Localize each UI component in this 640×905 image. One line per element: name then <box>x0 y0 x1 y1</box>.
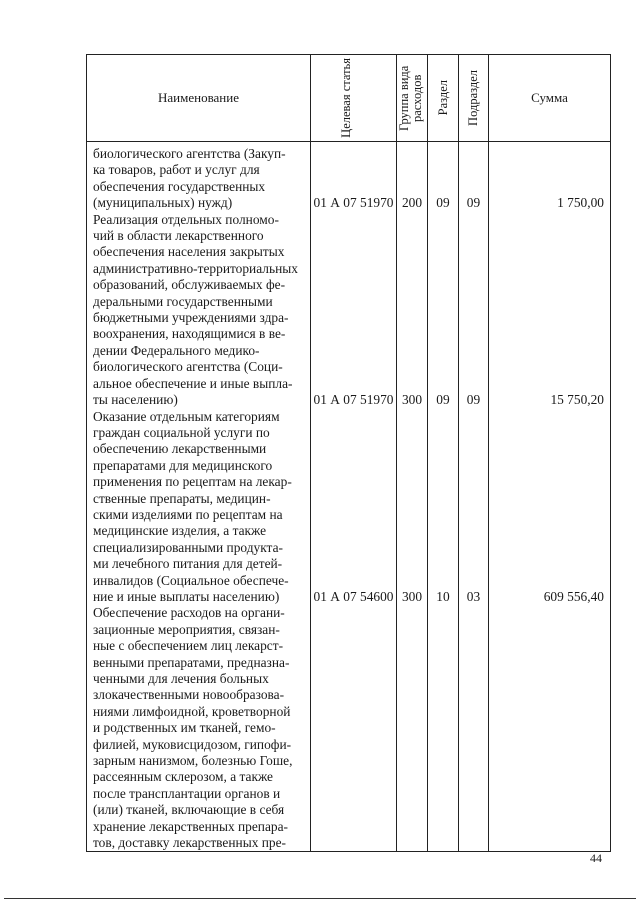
row-1-sum: 1 750,00 <box>557 195 604 210</box>
header-section <box>428 55 459 142</box>
description-line: обеспечению лекарственными <box>93 441 267 457</box>
description-line: биологического агентства (Закуп- <box>93 146 286 161</box>
description-line: хранение лекарственных препара- <box>93 818 289 834</box>
description-line: после трансплантации органов и <box>93 785 281 801</box>
table-header-row <box>87 55 611 142</box>
header-target-article <box>311 55 397 142</box>
header-target-article-label: Целевая статья <box>338 58 353 138</box>
row-2-sum: 15 750,20 <box>550 392 604 407</box>
description-line: филией, муковисцидозом, гипофи- <box>93 736 292 752</box>
description-line: граждан социальной услуги по <box>93 424 270 440</box>
row-3-description <box>93 409 304 606</box>
expense-group-column <box>397 142 428 852</box>
description-line: Реализация отдельных полномо- <box>93 211 279 227</box>
description-line: ные с обеспечением лиц лекарст- <box>93 638 284 654</box>
description-line: медицинские изделия, а также <box>93 523 267 539</box>
row-3-sum: 609 556,40 <box>543 589 604 604</box>
header-sum: Сумма <box>489 55 611 142</box>
header-subsection <box>459 55 489 142</box>
description-line: инвалидов (Социальное обеспече- <box>93 572 289 588</box>
row-2-description <box>93 212 304 409</box>
description-line: бюджетными учреждениями здра- <box>93 310 289 326</box>
section-column <box>428 142 459 852</box>
description-line: рассеянным склерозом, а также <box>93 769 274 785</box>
row-2-expense-group: 300 <box>401 392 423 407</box>
description-line: обеспечения населения закрытых <box>93 244 285 260</box>
row-1-description <box>93 146 304 212</box>
header-subsection-label: Подраздел <box>466 70 480 126</box>
description-line: препаратами для медицинского <box>93 457 273 473</box>
description-line: скими изделиями по рецептам на <box>93 506 283 522</box>
description-line: зационные мероприятия, связан- <box>93 621 280 637</box>
row-2-section: 09 <box>436 392 450 407</box>
row-1-subsection: 09 <box>466 195 481 210</box>
row-2-target-article: 01 А 07 51970 <box>313 392 394 407</box>
description-line: административно-территориальных <box>93 260 298 276</box>
description-line: ка товаров, работ и услуг для <box>93 162 260 178</box>
description-line: ми лечебного питания для детей- <box>93 556 283 572</box>
description-line: зарным нанизмом, болезнью Гоше, <box>93 753 293 769</box>
description-line: биологического агентства (Соци- <box>93 359 283 375</box>
row-1-expense-group: 200 <box>401 195 423 210</box>
bottom-rule <box>4 898 636 899</box>
header-name: Наименование <box>87 55 311 142</box>
row-3-section: 10 <box>436 589 450 604</box>
description-line: ниями лимфоидной, кроветворной <box>93 703 291 719</box>
description-line: ченными для лечения больных <box>93 671 269 686</box>
sum-column <box>489 142 611 852</box>
description-line: злокачественными новообразова- <box>93 687 285 703</box>
row-3-expense-group: 300 <box>401 589 423 604</box>
target-article-column <box>311 142 397 852</box>
description-line: воохранения, находящимися в ве- <box>93 326 286 342</box>
table-row <box>87 142 611 852</box>
description-line: Оказание отдельным категориям <box>93 408 280 424</box>
header-expense-group <box>397 55 428 142</box>
row-1-target-article: 01 А 07 51970 <box>313 195 394 210</box>
name-column <box>87 142 311 852</box>
page-number: 44 <box>590 851 602 865</box>
description-line: венными препаратами, предназна- <box>93 654 290 670</box>
description-line: обеспечения государственных <box>93 178 266 194</box>
description-line: и родственных им тканей, гемо- <box>93 720 276 736</box>
description-line: ние и иные выплаты населению) <box>93 588 280 604</box>
row-2-subsection: 09 <box>466 392 481 407</box>
description-line: (или) тканей, включающие в себя <box>93 802 285 818</box>
row-1-section: 09 <box>436 195 450 210</box>
description-line: специализированными продукта- <box>93 539 283 555</box>
description-line: чий в области лекарственного <box>93 228 264 244</box>
budget-table <box>86 54 611 852</box>
subsection-column <box>459 142 489 852</box>
description-line: Обеспечение расходов на органи- <box>93 605 285 621</box>
description-line: ственные препараты, медицин- <box>93 490 271 506</box>
description-line: тов, доставку лекарственных пре- <box>93 835 287 851</box>
row-3-subsection: 03 <box>466 589 481 604</box>
header-section-label: Раздел <box>435 80 450 116</box>
description-line: ты населению) <box>93 392 178 408</box>
row-3-target-article: 01 А 07 54600 <box>313 589 394 604</box>
description-line: альное обеспечение и иные выпла- <box>93 375 293 391</box>
description-line: деральными государственными <box>93 293 273 309</box>
description-line: образований, обслуживаемых фе- <box>93 277 286 293</box>
description-line: применения по рецептам на лекар- <box>93 474 292 490</box>
header-expense-group-label: Группа вида расходов <box>397 65 424 131</box>
row-4-description <box>93 605 304 851</box>
description-line: (муниципальных) нужд) <box>93 195 233 211</box>
description-line: дении Федерального медико- <box>93 342 260 358</box>
